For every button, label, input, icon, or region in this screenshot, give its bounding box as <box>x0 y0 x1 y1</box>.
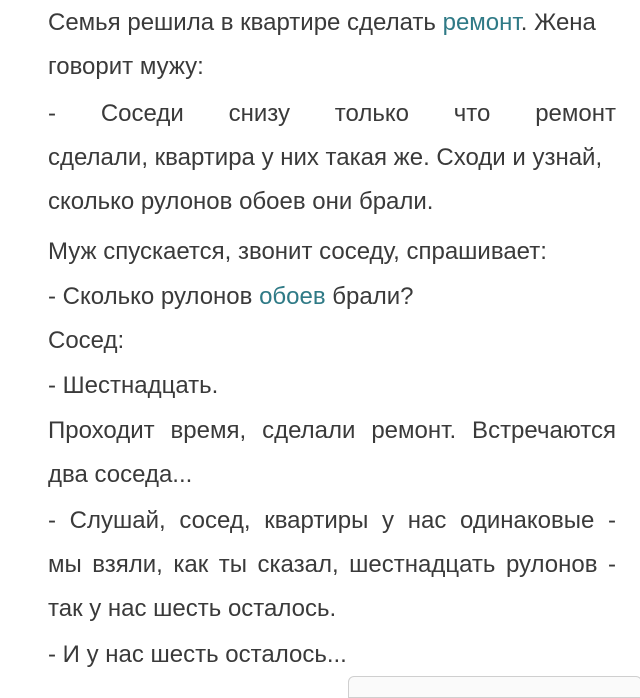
intro-line-1 <box>48 8 616 38</box>
intro-line-2: говорит мужу: <box>48 53 204 80</box>
time-passes-line-1: Проходит время, сделали ремонт. Встречаются <box>48 417 616 444</box>
paragraph-husband-goes: Муж спускается, звонит соседу, спрашивает: <box>48 238 547 265</box>
wife-speech-line-2: сделали, квартира у них такая же. Сходи и узнай, <box>48 144 603 171</box>
reply-line-2: мы взяли, как ты сказал, шестнадцать рулонов - <box>48 551 616 578</box>
wife-speech-line-1: - Соседи снизу только что ремонт <box>48 100 616 127</box>
intro-text-start: Семья решила в квартире сделать <box>48 9 443 36</box>
paragraph-intro <box>48 8 616 82</box>
bottom-panel-edge <box>348 676 640 698</box>
wife-speech-line-3: сколько рулонов обоев они брали. <box>48 188 434 215</box>
repair-link[interactable]: ремонт <box>442 9 521 36</box>
paragraph-husband-question <box>48 282 414 312</box>
intro-text-end: . Жена <box>520 9 596 36</box>
paragraph-husband-reply <box>48 506 616 638</box>
question-text-start: - Сколько рулонов <box>48 283 260 310</box>
paragraph-neighbor-answer: - Шестнадцать. <box>48 372 219 399</box>
time-passes-line-2: два соседа... <box>48 461 193 488</box>
paragraph-neighbor-label: Сосед: <box>48 327 125 354</box>
wallpaper-link[interactable]: обоев <box>259 283 326 310</box>
reply-line-3: так у нас шесть осталось. <box>48 595 337 622</box>
paragraph-time-passes <box>48 416 616 504</box>
paragraph-wife-speech <box>48 99 616 231</box>
reply-line-1: - Слушай, сосед, квартиры у нас одинаковые - <box>48 507 616 534</box>
paragraph-punchline: - И у нас шесть осталось... <box>48 641 347 668</box>
question-text-end: брали? <box>325 283 414 310</box>
